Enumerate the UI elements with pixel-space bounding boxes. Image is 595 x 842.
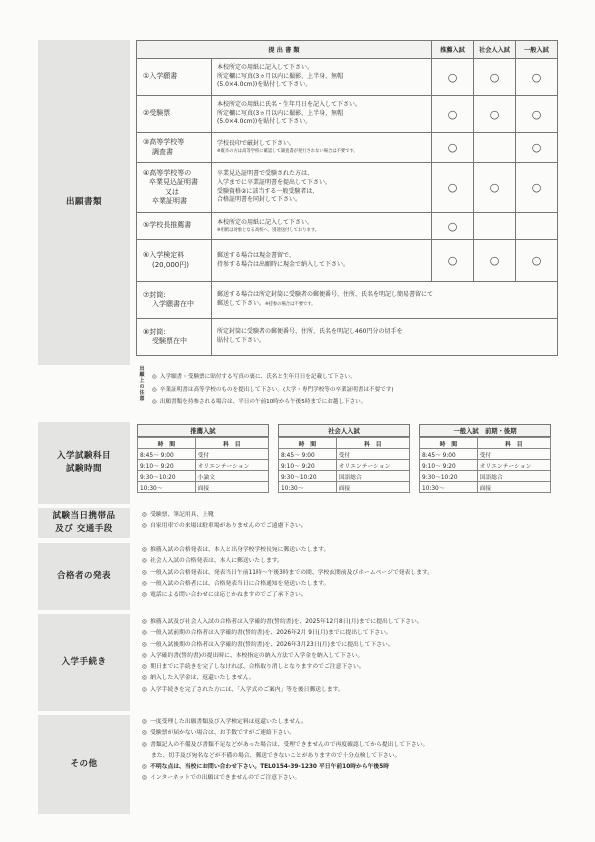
mark-shakaijin: ○ bbox=[474, 163, 516, 213]
table-row: 9:30～10:20 小論文 bbox=[138, 471, 269, 482]
doc-name: ②受験票 bbox=[137, 96, 212, 133]
table-row: 時 間 科 目 bbox=[279, 438, 410, 449]
mark-ippan: ○ bbox=[516, 163, 558, 213]
table-row: 9:10～ 9:20 オリエンテーション bbox=[420, 460, 551, 471]
mark-shakaijin bbox=[474, 133, 516, 163]
doc-note: ※既卒の方は高等学校に確認して調査書が発行されない場合は不要です。 bbox=[217, 149, 358, 155]
mark-suisen: ○ bbox=[432, 163, 474, 213]
table-row bbox=[137, 96, 558, 133]
section-label-text: 及び 交通手段 bbox=[55, 524, 113, 534]
table-row bbox=[137, 282, 558, 319]
notes-label bbox=[137, 366, 147, 402]
table-row: 9:30～10:20 国語総合 bbox=[279, 471, 410, 482]
mark-suisen: ○ bbox=[432, 59, 474, 96]
list-item: ◎ 自家用車での来場は駐車場がありませんのでご遠慮下さい。 bbox=[142, 521, 307, 532]
doc-desc: 所定封筒に受験者の郵便番号、住所、氏名を明記し460円分の切手を 貼付して下さい。 bbox=[212, 319, 558, 356]
table-row: 時 間 科 目 bbox=[420, 438, 551, 449]
schedule-ippan bbox=[419, 424, 551, 493]
list-item: ◎ 一般入試前期の合格者は入学確約書(誓約書)を、2026年2月 9日(月)までに提出して下さい。 bbox=[142, 628, 423, 639]
notes-list bbox=[152, 371, 394, 409]
doc-name: ③高等学校等 調査書 bbox=[137, 133, 212, 163]
mark-ippan: ○ bbox=[516, 96, 558, 133]
mark-suisen: ○ bbox=[432, 96, 474, 133]
list-item: ◎ 入学確約書(誓約書)の提出時に、本校指定の納入方法で入学金を納入して下さい。 bbox=[142, 651, 423, 662]
table-row: 時 間 科 目 bbox=[138, 438, 269, 449]
list-item: ◎ 入学願書・受験票に貼付する写真の裏に、氏名と生年月日を記載して下さい。 bbox=[152, 371, 394, 384]
doc-desc: 学校長印で厳封して下さい。 ※既卒の方は高等学校に確認して調査書が発行されない場合は不要です。 bbox=[212, 133, 432, 163]
table-row: 9:10～ 9:20 オリエンテーション bbox=[138, 460, 269, 471]
documents-table-header bbox=[137, 41, 558, 59]
section-label-text: 試験当日携帯品 bbox=[52, 511, 116, 522]
section-label-text: 入学手続き bbox=[61, 657, 107, 668]
list-item: ◎ 一度受理した出願書類及び入学検定料は返還いたしません。 bbox=[142, 717, 428, 728]
mark-suisen: ○ bbox=[432, 240, 474, 282]
table-row: 10:30～ 面接 bbox=[138, 482, 269, 493]
header-suisen: 推薦入試 bbox=[432, 41, 474, 59]
schedule-title: 社会人入試 bbox=[278, 424, 410, 437]
doc-desc: 郵送する場合は所定封筒に受験者の郵便番号、住所、氏名を明記し簡易書留にて 郵送して下さい。※持参の場合は不要です。 bbox=[212, 282, 558, 319]
schedule-table bbox=[137, 437, 269, 493]
list-item: ◎ 一般入試の合格者には、合格発表当日に合格通知を発送いたします。 bbox=[142, 579, 433, 590]
doc-name: ⑧封筒: 受験票在中 bbox=[137, 319, 212, 356]
mark-ippan: ○ bbox=[516, 59, 558, 96]
schedule-table bbox=[278, 437, 410, 493]
doc-note: ※用紙は対象となる高校へ、別途送付しております。 bbox=[217, 227, 320, 233]
list-item: ◎ 推薦入試及び社会人入試の合格者は入学確約書(誓約書)を、2025年12月8日(月)までに提出して下さい。 bbox=[142, 617, 423, 628]
exam-day-list bbox=[142, 510, 307, 533]
results-list bbox=[142, 545, 433, 601]
list-item: ◎ 納入した入学金は、返還いたしません。 bbox=[142, 673, 423, 684]
doc-name: ①入学願書 bbox=[137, 59, 212, 96]
list-item: ◎ 一般入試後期の合格者は入学確約書(誓約書)を、2026年3月23日(月)までに提出して下さい。 bbox=[142, 640, 423, 651]
section-label-text: 入学試験科目 bbox=[56, 451, 111, 462]
mark-shakaijin: ○ bbox=[474, 59, 516, 96]
header-shakaijin: 社会人入試 bbox=[474, 41, 516, 59]
list-item: ◎ 卒業証明書は高等学校のものを提出して下さい。(大学・専門学校等の卒業証明書は不要です) bbox=[152, 384, 394, 397]
section-label-other bbox=[38, 715, 130, 814]
list-item: ◎ 電話による問い合わせには応じかねますのでご了承下さい。 bbox=[142, 590, 433, 601]
doc-desc: 本校所定の用紙に氏名・生年月日を記入して下さい。 所定欄に写真(3ヵ月以内に撮影、上半身、無帽 (5.0×4.0cm))を貼付して下さい。 bbox=[212, 96, 432, 133]
list-item: ◎ 推薦入試の合格発表は、本人と出身学校学校長宛に郵送いたします。 bbox=[142, 545, 433, 556]
enrollment-list bbox=[142, 617, 423, 696]
schedule-title: 一般入試 前期・後期 bbox=[419, 424, 551, 437]
table-row: 8:45～ 9:00 受付 bbox=[279, 449, 410, 460]
table-row bbox=[137, 319, 558, 356]
list-item: ◎ 受験票、筆記用具、上靴 bbox=[142, 510, 307, 521]
list-item: ◎ 書類記入の不備及び書類不足などがあった場合は、受理できませんので再度確認してから提出して下さい。 bbox=[142, 740, 428, 751]
list-item: ◎ インターネットでの出願はできませんのでご注意下さい。 bbox=[142, 773, 428, 784]
schedule-title: 推薦入試 bbox=[137, 424, 269, 437]
doc-name: ⑦封筒: 入学願書在中 bbox=[137, 282, 212, 319]
list-item: ◎ 一般入試の合格発表は、発表当日午前11時～午後3時までの間、学校玄関前及びホームページで発表します。 bbox=[142, 568, 433, 579]
mark-suisen: ○ bbox=[432, 213, 474, 240]
schedule-table bbox=[419, 437, 551, 493]
header-documents: 提 出 書 類 bbox=[137, 41, 432, 59]
section-label-exam-subjects bbox=[38, 422, 130, 504]
doc-desc: 郵送する場合は現金書留で、 持参する場合は出願時に現金で納入して下さい。 bbox=[212, 240, 432, 282]
section-label-text: その他 bbox=[70, 759, 98, 770]
section-label-text: 合格者の発表 bbox=[56, 571, 111, 582]
section-label-results bbox=[38, 543, 130, 610]
header-ippan: 一般入試 bbox=[516, 41, 558, 59]
table-row bbox=[137, 163, 558, 213]
doc-name: ④高等学校等の 卒業見込証明書 又は 卒業証明書 bbox=[137, 163, 212, 213]
table-row: 10:30～ 面接 bbox=[279, 482, 410, 493]
table-row: 10:30～ 面接 bbox=[420, 482, 551, 493]
doc-desc: 本校所定の用紙に記入して下さい。 ※用紙は対象となる高校へ、別途送付しております。 bbox=[212, 213, 432, 240]
schedule-shakaijin bbox=[278, 424, 410, 493]
mark-suisen: ○ bbox=[432, 133, 474, 163]
table-row bbox=[137, 240, 558, 282]
list-item: ◎ 入学手続きを完了された方には、「入学式のご案内」等を後日郵送します。 bbox=[142, 685, 423, 696]
list-item: ◎ 期日までに手続きを完了しなければ、合格取り消しとなりますのでご注意下さい。 bbox=[142, 662, 423, 673]
list-item: ◎ 社会人入試の合格発表は、本人に郵送いたします。 bbox=[142, 556, 433, 567]
mark-shakaijin bbox=[474, 213, 516, 240]
schedule-suisen bbox=[137, 424, 269, 493]
section-label-text: 出願書類 bbox=[65, 197, 102, 208]
mark-ippan: ○ bbox=[516, 133, 558, 163]
table-row: 9:10～ 9:20 オリエンテーション bbox=[279, 460, 410, 471]
section-label-enrollment bbox=[38, 614, 130, 711]
doc-name: ⑥入学検定料 (20,000円) bbox=[137, 240, 212, 282]
doc-note: ※持参の場合は不要です。 bbox=[265, 302, 316, 307]
list-item: ◎ 出願書類を持参される場合は、平日の午前10時から午後5時までにお越し下さい。 bbox=[152, 396, 394, 409]
table-row: 8:45～ 9:00 受付 bbox=[138, 449, 269, 460]
documents-table bbox=[136, 40, 558, 356]
doc-name: ⑤学校長推薦書 bbox=[137, 213, 212, 240]
section-label-exam-day bbox=[38, 508, 130, 538]
mark-ippan bbox=[516, 213, 558, 240]
table-row bbox=[137, 133, 558, 163]
mark-ippan: ○ bbox=[516, 240, 558, 282]
list-item: ◎ 受験票が届かない場合は、お手数ですがご連絡下さい。 bbox=[142, 728, 428, 739]
mark-shakaijin: ○ bbox=[474, 96, 516, 133]
section-label-text: 試験時間 bbox=[65, 464, 102, 474]
table-row: 9:30～10:20 国語総合 bbox=[420, 471, 551, 482]
section-label-documents bbox=[38, 40, 130, 365]
doc-desc: 本校所定の用紙に記入して下さい。 所定欄に写真(3ヵ月以内に撮影、上半身、無帽 (5.0×4.0cm))を貼付して下さい。 bbox=[212, 59, 432, 96]
other-list bbox=[142, 717, 428, 785]
mark-shakaijin: ○ bbox=[474, 240, 516, 282]
table-row bbox=[137, 59, 558, 96]
table-row bbox=[137, 213, 558, 240]
doc-desc: 卒業見込証明書で受験された方は、 入学までに卒業証明書を提出して下さい。 受験資格②に該当する一般受験者は、 合格証明書を同封して下さい。 bbox=[212, 163, 432, 213]
list-item: ◎ 不明な点は、当校にお問い合わせ下さい。TEL0154-39-1230 平日午前10時から午後5時 bbox=[142, 762, 428, 773]
notes-label-text: 出願上の注意 bbox=[139, 366, 145, 402]
table-row: 8:45～ 9:00 受付 bbox=[420, 449, 551, 460]
list-item: また、切手及び宛名などが不備の場合、郵送できないことがありますので十分点検して下さい。 bbox=[151, 752, 401, 759]
